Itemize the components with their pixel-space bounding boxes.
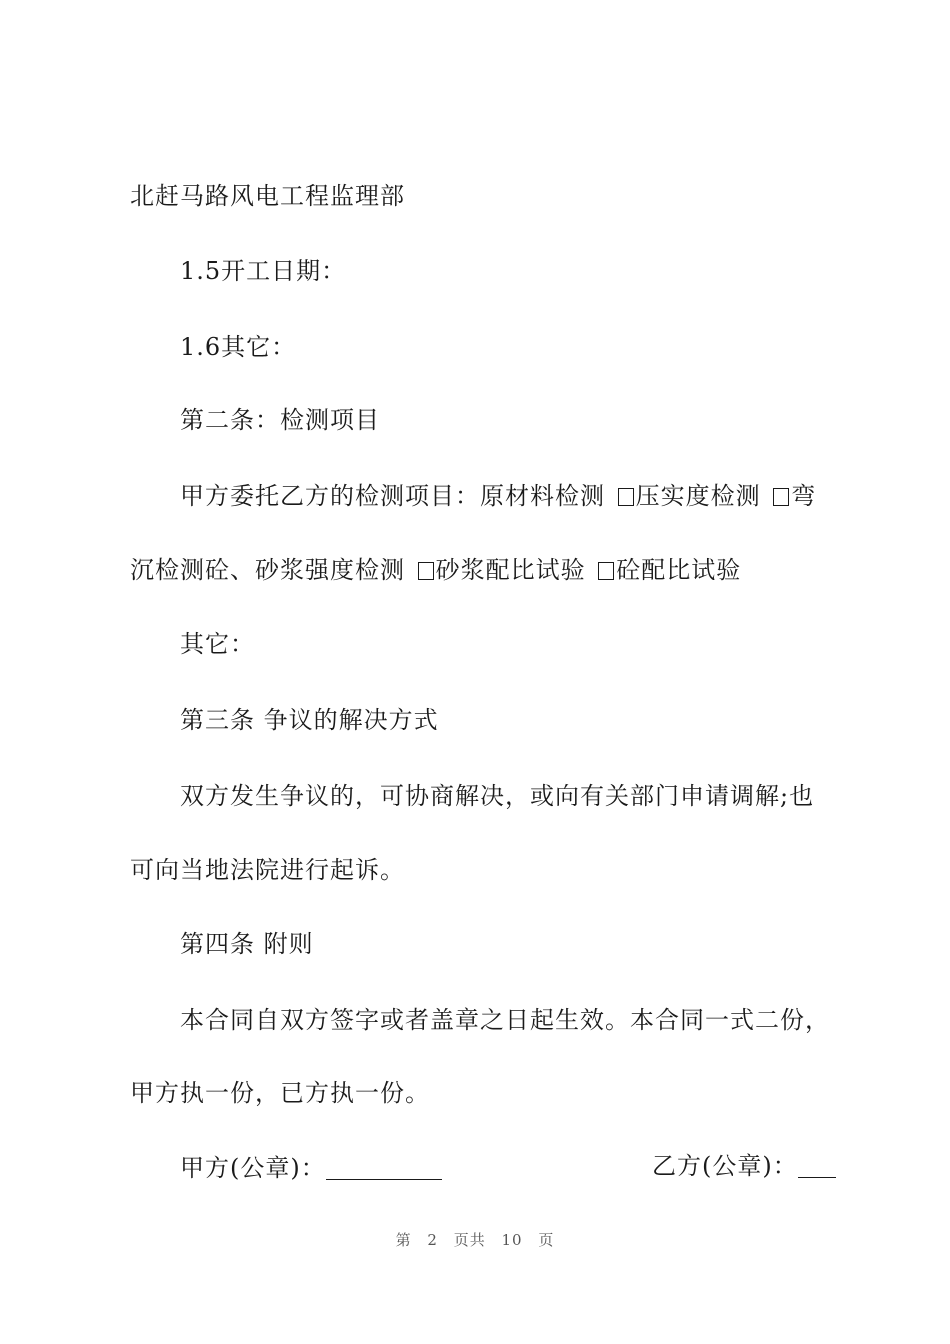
checkbox-concrete-mix[interactable] <box>598 562 614 580</box>
signature-party-b <box>652 1151 836 1181</box>
doc-line-other: 其它： <box>180 630 255 658</box>
party-a-seal-blank[interactable] <box>326 1157 442 1180</box>
test-items-text-b: 压实度检测 <box>635 482 761 510</box>
doc-line-supervision-dept: 北赶马路风电工程监理部 <box>130 182 405 210</box>
doc-line-dispute-2: 可向当地法院进行起诉。 <box>130 856 405 884</box>
page-footer: 第 2 页共 10 页 <box>395 1231 555 1249</box>
test-items-text-c: 弯 <box>791 482 817 510</box>
doc-line-dispute-1: 双方发生争议的，可协商解决，或向有关部门申请调解;也 <box>180 782 815 810</box>
doc-line-effective-2: 甲方执一份，已方执一份。 <box>130 1079 430 1107</box>
checkbox-compaction[interactable] <box>618 488 634 506</box>
checkbox-mortar-mix[interactable] <box>418 562 434 580</box>
article-3-heading: 第三条 争议的解决方式 <box>180 706 439 734</box>
test-items-text-d: 沉检测砼、砂浆强度检测 <box>130 556 405 584</box>
doc-line-start-date: 1.5开工日期： <box>180 257 347 285</box>
checkbox-deflection[interactable] <box>773 488 789 506</box>
signature-party-a <box>180 1153 442 1183</box>
doc-line-test-items <box>180 481 816 511</box>
article-2-heading: 第二条：检测项目 <box>180 406 380 434</box>
doc-line-test-items-cont <box>130 555 741 585</box>
doc-line-effective-1: 本合同自双方签字或者盖章之日起生效。本合同一式二份， <box>180 1006 830 1034</box>
test-items-text-f: 砼配比试验 <box>616 556 742 584</box>
doc-line-other-1-6: 1.6其它： <box>180 333 297 361</box>
article-4-heading: 第四条 附则 <box>180 930 314 958</box>
test-items-text-e: 砂浆配比试验 <box>435 556 586 584</box>
test-items-text-a: 甲方委托乙方的检测项目：原材料检测 <box>180 482 605 510</box>
party-b-label: 乙方(公章)： <box>652 1152 798 1180</box>
party-a-label: 甲方(公章)： <box>180 1154 326 1182</box>
party-b-seal-blank[interactable] <box>798 1155 836 1178</box>
